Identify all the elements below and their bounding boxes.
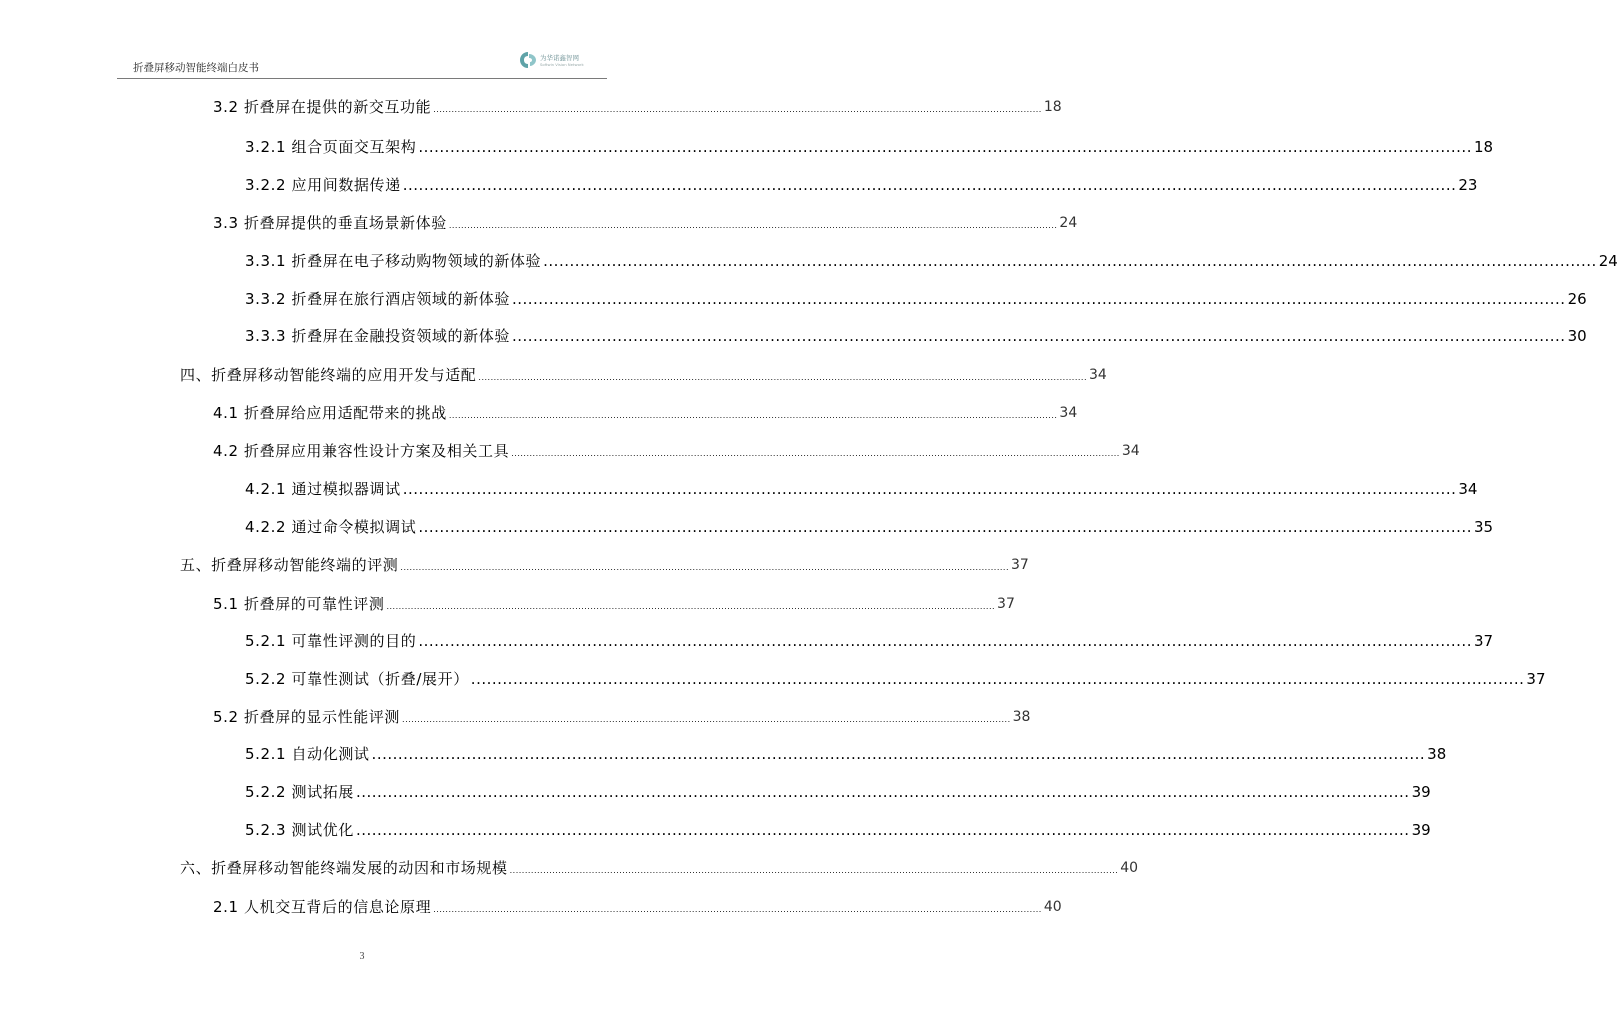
toc-leader-dots: ........................................................................................................................................................................................................ [402, 715, 1011, 724]
toc-entry[interactable] [213, 440, 1140, 460]
toc-entry-page: 38 [1012, 709, 1031, 725]
page-header [117, 48, 607, 79]
toc-leader-dots: ........................................................................................................................................................................................................ [400, 563, 1009, 572]
toc-entry-page: 35 [1473, 518, 1494, 536]
toc-entry-page: 30 [1567, 327, 1587, 345]
logo-icon [519, 51, 537, 69]
toc-entry[interactable] [245, 819, 1431, 839]
toc-entry-page: 23 [1458, 176, 1478, 194]
toc-entry[interactable] [180, 364, 1107, 384]
logo-subtext: Softwin Vision Network [540, 62, 584, 67]
toc-entry-label: 4.2.1 通过模拟器调试 [245, 480, 401, 498]
toc-entry[interactable] [213, 593, 1015, 613]
toc-entry-label: 3.3.3 折叠屏在金融投资领域的新体验 [245, 327, 510, 345]
toc-leader-dots: ........................................................................................................................................................................................................ [418, 518, 1472, 536]
toc-entry[interactable] [245, 516, 1494, 536]
toc-leader-dots: ........................................................................................................................................................................................................ [433, 905, 1042, 914]
toc-entry[interactable] [245, 781, 1431, 801]
toc-entry-label: 4.2.2 通过命令模拟调试 [245, 518, 417, 536]
toc-entry-page: 18 [1043, 99, 1062, 115]
toc-leader-dots: ........................................................................................................................................................................................................ [543, 252, 1597, 270]
header-title: 折叠屏移动智能终端白皮书 [133, 62, 259, 74]
toc-entry-page: 39 [1411, 783, 1431, 801]
toc-leader-dots: ........................................................................................................................................................................................................ [511, 290, 1566, 308]
toc-entry-page: 34 [1458, 480, 1478, 498]
toc-leader-dots: ........................................................................................................................................................................................................ [509, 866, 1119, 875]
toc-entry-label: 5.2.1 可靠性评测的目的 [245, 632, 417, 650]
toc-entry-page: 24 [1059, 215, 1078, 231]
toc-entry[interactable] [245, 630, 1494, 650]
toc-leader-dots: ........................................................................................................................................................................................................ [355, 783, 1410, 801]
toc-entry[interactable] [245, 478, 1478, 498]
toc-entry-label: 4.2 折叠屏应用兼容性设计方案及相关工具 [213, 442, 510, 460]
toc-leader-dots: ........................................................................................................................................................................................................ [448, 411, 1058, 420]
toc-entry-page: 38 [1427, 745, 1447, 763]
toc-entry-page: 39 [1411, 821, 1431, 839]
toc-leader-dots: ........................................................................................................................................................................................................ [511, 449, 1120, 458]
page-number: 3 [359, 951, 365, 962]
toc-entry-label: 5.2 折叠屏的显示性能评测 [213, 708, 401, 726]
toc-leader-dots: ........................................................................................................................................................................................................ [478, 373, 1087, 382]
toc-entry[interactable] [245, 325, 1587, 345]
toc-entry-label: 四、折叠屏移动智能终端的应用开发与适配 [180, 366, 477, 384]
toc-leader-dots: ........................................................................................................................................................................................................ [386, 602, 996, 611]
toc-leader-dots: ........................................................................................................................................................................................................ [402, 176, 1457, 194]
toc-entry-label: 5.2.2 测试拓展 [245, 783, 354, 801]
toc-entry-page: 40 [1120, 860, 1139, 876]
toc-entry[interactable] [245, 743, 1447, 763]
toc-entry-label: 3.2.1 组合页面交互架构 [245, 138, 417, 156]
toc-entry[interactable] [245, 288, 1587, 308]
toc-entry[interactable] [213, 706, 1031, 726]
toc-entry[interactable] [180, 554, 1029, 574]
toc-entry-label: 5.2.1 自动化测试 [245, 745, 370, 763]
toc-entry-page: 40 [1043, 899, 1062, 915]
toc-entry-page: 18 [1473, 138, 1494, 156]
toc-entry-page: 34 [1121, 443, 1140, 459]
toc-leader-dots: ........................................................................................................................................................................................................ [511, 327, 1566, 345]
toc-entry[interactable] [213, 402, 1078, 422]
toc-entry-page: 24 [1598, 252, 1618, 270]
toc-entry-label: 4.1 折叠屏给应用适配带来的挑战 [213, 404, 447, 422]
toc-entry-label: 2.1 人机交互背后的信息论原理 [213, 898, 432, 916]
toc-leader-dots: ........................................................................................................................................................................................................ [355, 821, 1410, 839]
toc-entry-label: 3.3 折叠屏提供的垂直场景新体验 [213, 214, 447, 232]
toc-entry-label: 3.2.2 应用间数据传递 [245, 176, 401, 194]
toc-entry[interactable] [245, 250, 1618, 270]
toc-leader-dots: ........................................................................................................................................................................................................ [433, 105, 1042, 114]
toc-entry-label: 3.3.2 折叠屏在旅行酒店领域的新体验 [245, 290, 510, 308]
company-logo [519, 50, 589, 70]
toc-leader-dots: ........................................................................................................................................................................................................ [418, 632, 1472, 650]
toc-entry-label: 3.3.1 折叠屏在电子移动购物领域的新体验 [245, 252, 542, 270]
toc-entry-page: 37 [1473, 632, 1494, 650]
toc-entry[interactable] [245, 174, 1478, 194]
toc-entry-label: 五、折叠屏移动智能终端的评测 [180, 556, 399, 574]
toc-entry-label: 3.2 折叠屏在提供的新交互功能 [213, 98, 432, 116]
toc-entry[interactable] [180, 857, 1139, 877]
toc-entry[interactable] [245, 136, 1494, 156]
toc-entry-page: 37 [997, 596, 1015, 612]
toc-entry-page: 37 [1526, 670, 1546, 688]
toc-entry-label: 5.2.3 测试优化 [245, 821, 354, 839]
toc-entry-page: 34 [1089, 367, 1107, 383]
toc-leader-dots: ........................................................................................................................................................................................................ [371, 745, 1426, 763]
toc-entry-page: 34 [1059, 405, 1078, 421]
toc-entry-label: 5.2.2 可靠性测试（折叠/展开） [245, 670, 469, 688]
toc-leader-dots: ........................................................................................................................................................................................................ [402, 480, 1457, 498]
toc-entry-label: 六、折叠屏移动智能终端发展的动因和市场规模 [180, 859, 508, 877]
toc-entry-page: 37 [1011, 557, 1029, 573]
toc-leader-dots: ........................................................................................................................................................................................................ [418, 138, 1472, 156]
toc-entry[interactable] [245, 668, 1546, 688]
toc-leader-dots: ........................................................................................................................................................................................................ [448, 221, 1058, 230]
toc-entry[interactable] [213, 896, 1062, 916]
toc-entry-label: 5.1 折叠屏的可靠性评测 [213, 595, 385, 613]
toc-leader-dots: ........................................................................................................................................................................................................ [470, 670, 1525, 688]
toc-entry[interactable] [213, 212, 1078, 232]
logo-text: 为华诺鑫智网 [540, 54, 579, 62]
toc-entry-page: 26 [1567, 290, 1587, 308]
toc-entry[interactable] [213, 96, 1062, 116]
